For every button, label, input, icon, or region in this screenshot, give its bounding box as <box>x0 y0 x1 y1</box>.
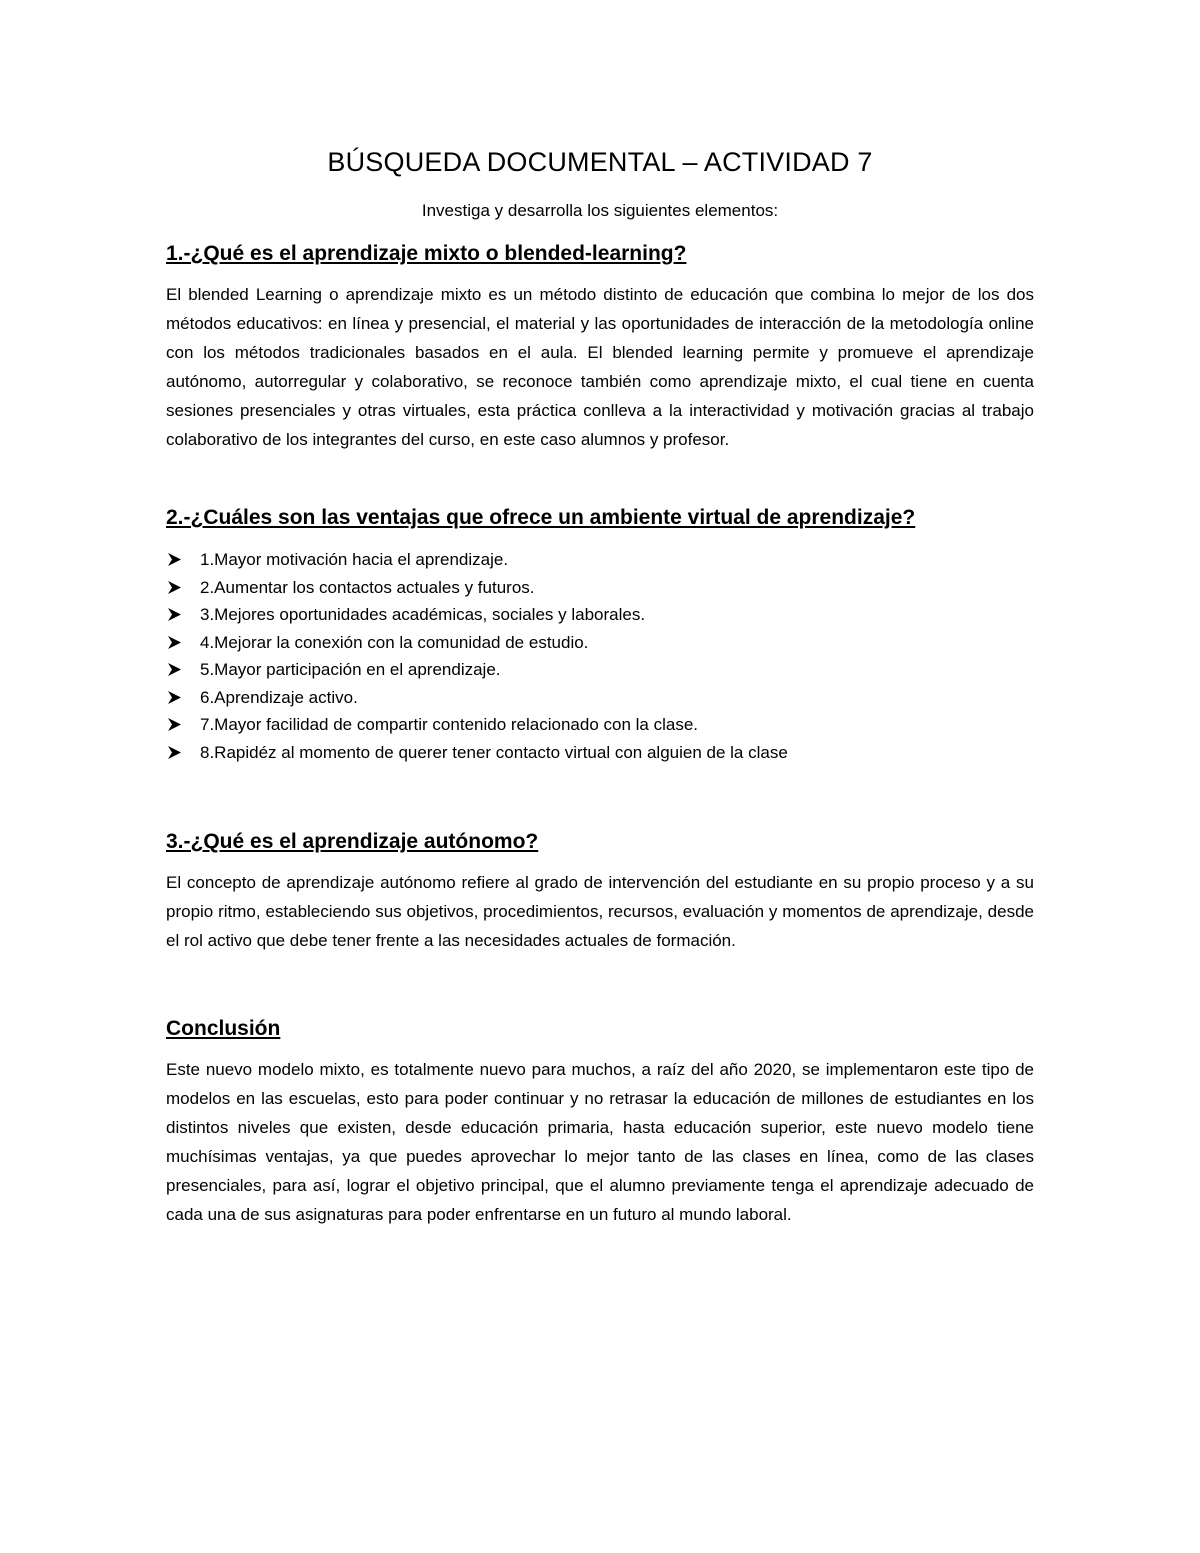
conclusion-paragraph: Este nuevo modelo mixto, es totalmente nuevo para muchos, a raíz del año 2020, se implementaron este tipo de modelos en las escuelas, esto para poder continuar y no retrasar la educación de millones de estudiantes en los distintos niveles que existen, desde educación primaria, hasta educación superior, este nuevo modelo tiene muchísimas ventajas, ya que puedes aprovechar lo mejor tanto de las clases en línea, como de las clases presenciales, para así, lograr el objetivo principal, que el alumno previamente tenga el aprendizaje adecuado de cada una de sus asignaturas para poder enfrentarse en un futuro al mundo laboral. <box>166 1060 1034 1224</box>
list-item-text: 5.Mayor participación en el aprendizaje. <box>200 660 501 679</box>
list-item-text: 1.Mayor motivación hacia el aprendizaje. <box>200 550 509 569</box>
document-title: BÚSQUEDA DOCUMENTAL – ACTIVIDAD 7 <box>327 147 873 177</box>
list-item <box>166 684 1034 712</box>
arrowhead-bullet-icon <box>168 656 184 684</box>
document-subtitle: Investiga y desarrolla los siguientes elementos: <box>421 201 779 220</box>
list-item <box>166 656 1034 684</box>
arrowhead-bullet-icon <box>168 601 184 629</box>
list-item-text: 4.Mejorar la conexión con la comunidad de estudio. <box>200 632 589 652</box>
list-item <box>166 574 1034 602</box>
conclusion-heading: Conclusión <box>166 1017 281 1040</box>
list-item-text: 8.Rapidéz al momento de querer tener contacto virtual con alguien de la clase <box>200 742 788 762</box>
arrowhead-bullet-icon <box>168 711 184 739</box>
advantages-list <box>166 546 1034 766</box>
list-item <box>166 711 1034 739</box>
list-item-text: 3.Mejores oportunidades académicas, sociales y laborales. <box>200 605 646 624</box>
list-item <box>166 601 1034 629</box>
list-item <box>166 546 1034 574</box>
list-item-text: 2.Aumentar los contactos actuales y futuros. <box>200 577 535 597</box>
section-2-heading: 2.-¿Cuáles son las ventajas que ofrece un ambiente virtual de aprendizaje? <box>166 506 916 529</box>
arrowhead-bullet-icon <box>168 684 184 712</box>
section-3-paragraph: El concepto de aprendizaje autónomo refiere al grado de intervención del estudiante en su propio proceso y a su propio ritmo, estableciendo sus objetivos, procedimientos, recursos, evaluación y momentos de aprendizaje, desde el rol activo que debe tener frente a las necesidades actuales de formación. <box>166 873 1034 950</box>
list-item <box>166 739 1034 767</box>
list-item <box>166 629 1034 657</box>
section-1-paragraph: El blended Learning o aprendizaje mixto es un método distinto de educación que combina lo mejor de los dos métodos educativos: en línea y presencial, el material y las oportunidades de interacción de la metodología online con los métodos tradicionales basados en el aula. El blended learning permite y promueve el aprendizaje autónomo, autorregular y colaborativo, se reconoce también como aprendizaje mixto, el cual tiene en cuenta sesiones presenciales y otras virtuales, esta práctica conlleva a la interactividad y motivación gracias al trabajo colaborativo de los integrantes del curso, en este caso alumnos y profesor. <box>166 285 1034 449</box>
document-content <box>166 142 1034 1229</box>
arrowhead-bullet-icon <box>168 629 184 657</box>
arrowhead-bullet-icon <box>168 739 184 767</box>
arrowhead-bullet-icon <box>168 574 184 602</box>
list-item-text: 7.Mayor facilidad de compartir contenido relacionado con la clase. <box>200 715 698 734</box>
section-3-heading: 3.-¿Qué es el aprendizaje autónomo? <box>166 830 539 853</box>
arrowhead-bullet-icon <box>168 546 184 574</box>
list-item-text: 6.Aprendizaje activo. <box>200 687 358 707</box>
section-1-heading: 1.-¿Qué es el aprendizaje mixto o blended-learning? <box>166 242 687 265</box>
